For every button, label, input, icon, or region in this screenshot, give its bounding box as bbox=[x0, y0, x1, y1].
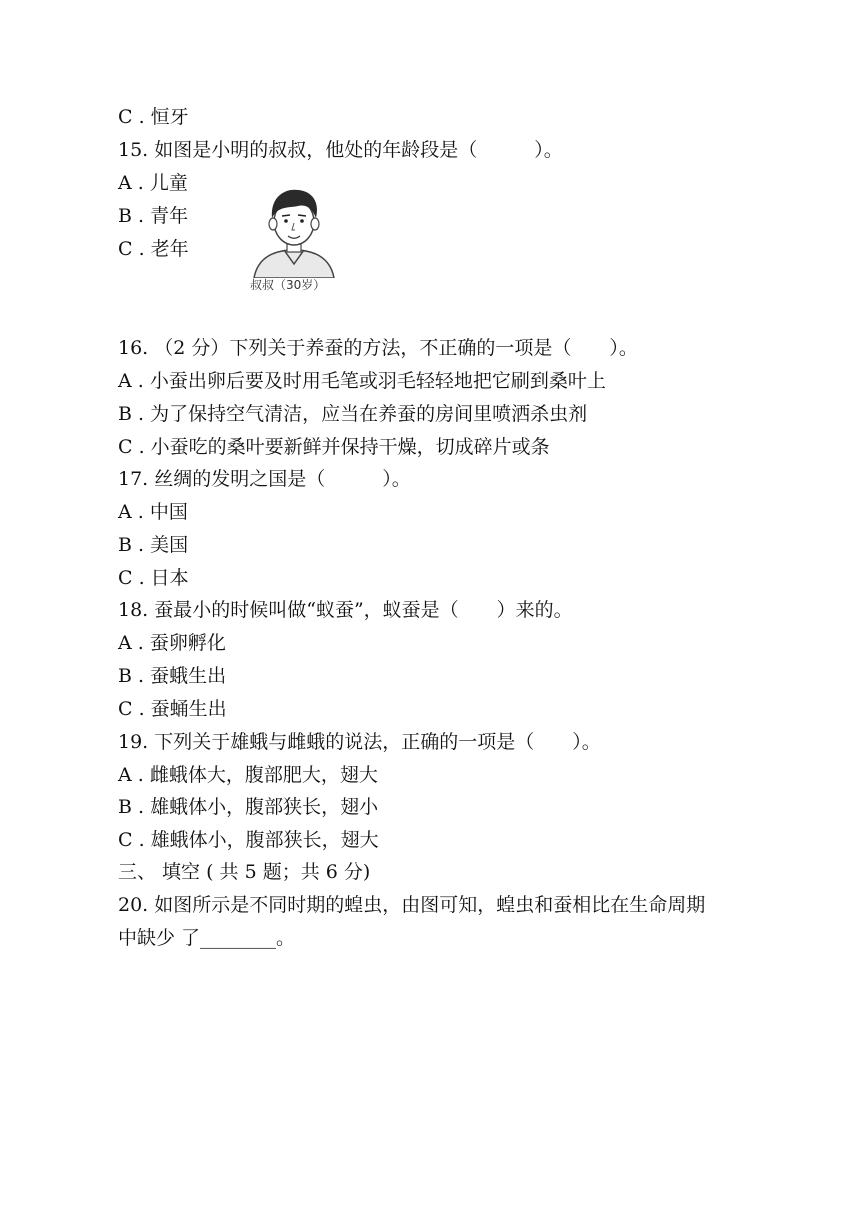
option-15a: A . 儿童 bbox=[118, 172, 188, 194]
option-16b: B . 为了保持空气清洁，应当在养蚕的房间里喷洒杀虫剂 bbox=[118, 403, 588, 425]
option-19a: A . 雌蛾体大，腹部肥大，翅大 bbox=[118, 764, 378, 786]
question-20-continued: 中缺少 了________。 bbox=[118, 927, 296, 949]
figure-caption: 叔叔（30岁） bbox=[250, 278, 326, 292]
option-16c: C . 小蚕吃的桑叶要新鲜并保持干燥，切成碎片或条 bbox=[118, 436, 550, 458]
option-15b: B . 青年 bbox=[118, 205, 189, 227]
question-20: 20. 如图所示是不同时期的蝗虫，由图可知，蝗虫和蚕相比在生命周期 bbox=[118, 894, 706, 916]
option-17c: C . 日本 bbox=[118, 567, 189, 589]
option-17a: A . 中国 bbox=[118, 501, 188, 523]
option-19b: B . 雄蛾体小，腹部狭长，翅小 bbox=[118, 796, 379, 818]
option-16a: A . 小蚕出卵后要及时用毛笔或羽毛轻轻地把它刷到桑叶上 bbox=[118, 370, 606, 392]
question-15: 15. 如图是小明的叔叔，他处的年龄段是（ ）。 bbox=[118, 139, 563, 161]
option-19c: C . 雄蛾体小，腹部狭长，翅大 bbox=[118, 829, 379, 851]
option-14c: C . 恒牙 bbox=[118, 106, 189, 128]
question-16: 16. （2 分）下列关于养蚕的方法，不正确的一项是（ ）。 bbox=[118, 337, 638, 359]
option-15c: C . 老年 bbox=[118, 238, 189, 260]
question-17: 17. 丝绸的发明之国是（ ）。 bbox=[118, 468, 411, 490]
question-19: 19. 下列关于雄蛾与雌蛾的说法，正确的一项是（ ）。 bbox=[118, 731, 601, 753]
option-17b: B . 美国 bbox=[118, 534, 189, 556]
man-portrait-icon bbox=[248, 178, 340, 278]
section-header-fill-in: 三、 填空 ( 共 5 题；共 6 分) bbox=[118, 861, 371, 883]
option-18a: A . 蚕卵孵化 bbox=[118, 632, 226, 654]
option-18b: B . 蚕蛾生出 bbox=[118, 665, 227, 687]
option-18c: C . 蚕蛹生出 bbox=[118, 698, 227, 720]
question-18: 18. 蚕最小的时候叫做“蚁蚕”，蚁蚕是（ ）来的。 bbox=[118, 599, 573, 621]
